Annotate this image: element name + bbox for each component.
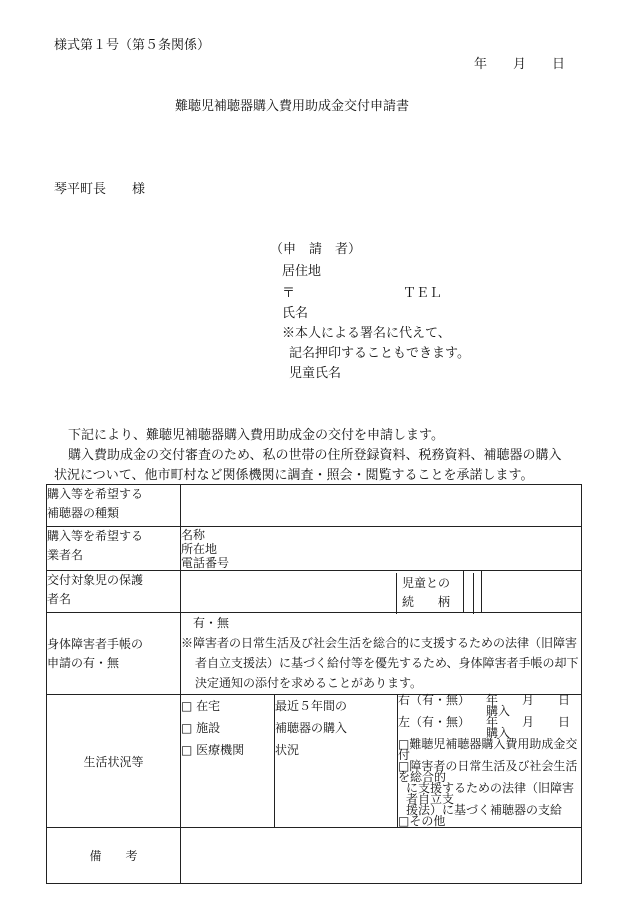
- hearing-aid-type-input[interactable]: [181, 485, 582, 527]
- vendor-input[interactable]: [181, 527, 582, 571]
- row-guardian: [47, 571, 582, 613]
- date-field: 年 月 日: [474, 57, 566, 72]
- relationship-divider-right: [473, 573, 474, 614]
- label-living-status: 生活状況等: [47, 695, 181, 828]
- purchase-history-cell: [398, 695, 582, 828]
- label-purchase-history: 最近５年間の 補聴器の購入 状況: [275, 695, 398, 828]
- vendor-address-label: 所在地: [181, 542, 218, 556]
- history-option-subsidy[interactable]: □難聴児補聴器購入費用助成金交付: [398, 737, 578, 762]
- option-home[interactable]: □ 在宅: [181, 699, 221, 713]
- name-label: 氏名: [282, 306, 309, 321]
- row-remarks: [47, 828, 582, 884]
- application-table: [46, 484, 582, 884]
- statement-line-1: 下記により、難聴児補聴器購入費用助成金の交付を申請します。: [68, 428, 444, 443]
- statement-line-3: 状況について、他市町村など関係機関に調査・照会・閲覧することを承諾します。: [54, 468, 534, 483]
- label-disability-cert: 身体障害者手帳の 申請の有・無: [47, 613, 181, 695]
- label-vendor: 購入等を希望する 業者名: [47, 527, 181, 571]
- label-guardian: 交付対象児の保護 者名: [47, 571, 181, 613]
- relationship-label: 児童との 続 柄: [402, 576, 451, 609]
- tel-label: ＴＥＬ: [403, 286, 443, 301]
- row-disability-cert: [47, 613, 582, 695]
- disability-note-1: ※障害者の日常生活及び社会生活を総合的に支援するための法律（旧障害: [181, 636, 578, 650]
- addressee: 琴平町長 様: [54, 182, 146, 197]
- row-living-status: [47, 695, 582, 828]
- option-medical[interactable]: □ 医療機関: [181, 743, 245, 757]
- page-title: 難聴児補聴器購入費用助成金交付申請書: [175, 99, 410, 114]
- row-vendor: [47, 527, 582, 571]
- row-hearing-aid-type: [47, 485, 582, 527]
- signature-note-2: 記名押印することもできます。: [289, 346, 470, 361]
- history-option-law-3: 援法）に基づく補聴器の支給: [406, 803, 563, 817]
- option-facility[interactable]: □ 施設: [181, 721, 221, 735]
- living-options: [181, 695, 275, 828]
- history-option-law-2: に支援するための法律（旧障害者自立支: [406, 781, 575, 806]
- history-left[interactable]: 左（有・無） 年 月 日購入: [398, 715, 571, 740]
- history-right[interactable]: 右（有・無） 年 月 日購入: [398, 693, 571, 718]
- label-remarks: 備 考: [47, 828, 181, 884]
- label-hearing-aid-type: 購入等を希望する 補聴器の種類: [47, 485, 181, 527]
- statement-line-2: 購入費助成金の交付審査のため、私の世帯の住所登録資料、税務資料、補聴器の購入: [68, 448, 562, 463]
- history-option-other[interactable]: □その他: [398, 814, 446, 828]
- vendor-name-label: 名称: [181, 528, 206, 542]
- applicant-heading: （申 請 者）: [270, 242, 362, 257]
- signature-note-1: ※本人による署名に代えて、: [282, 326, 451, 341]
- remarks-input[interactable]: [181, 828, 582, 884]
- disability-cert-choice[interactable]: 有・無: [193, 616, 230, 630]
- child-name-label: 児童氏名: [289, 366, 342, 381]
- address-label: 居住地: [282, 264, 322, 279]
- relationship-input[interactable]: [482, 571, 582, 613]
- disability-cert-cell: [181, 613, 582, 695]
- disability-note-2: 者自立支援法）に基づく給付等を優先するため、身体障害者手帳の却下: [195, 656, 579, 670]
- relationship-divider-left: [396, 573, 397, 614]
- history-option-law-1[interactable]: □障害者の日常生活及び社会生活を総合的: [398, 759, 578, 784]
- disability-note-3: 決定通知の添付を求めることがあります。: [195, 676, 423, 690]
- form-number: 様式第１号（第５条関係）: [54, 38, 211, 53]
- postal-mark: 〒: [282, 286, 296, 301]
- vendor-phone-label: 電話番号: [181, 556, 230, 570]
